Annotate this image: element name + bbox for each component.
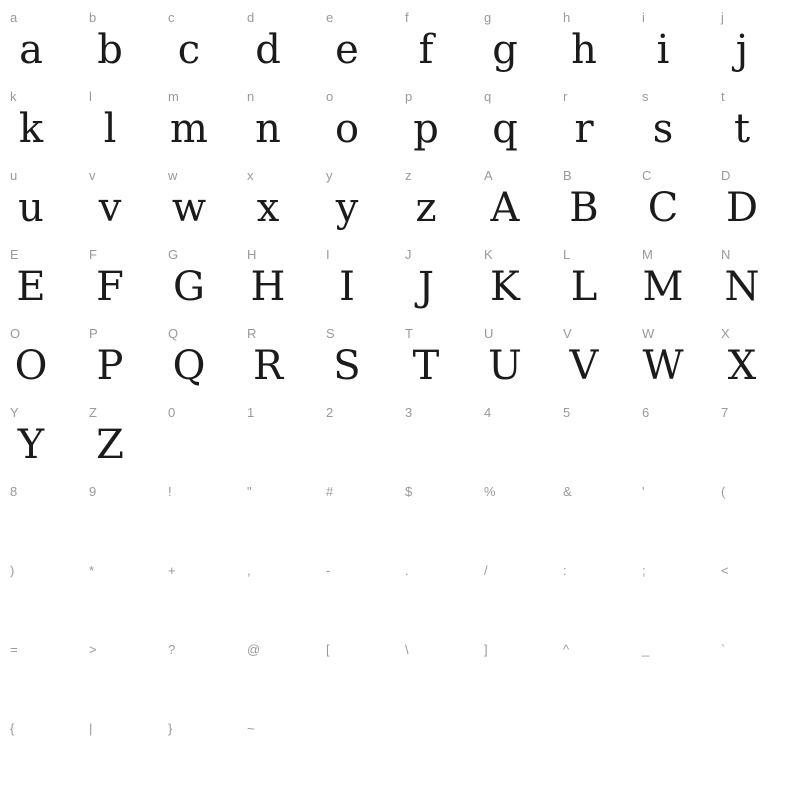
glyph-cell-label: ] (484, 642, 488, 657)
glyph-cell-label: L (563, 247, 571, 262)
glyph-cell-label: R (247, 326, 257, 341)
glyph-cell-label: d (247, 10, 255, 25)
glyph-cell[interactable] (482, 85, 561, 164)
glyph-cell-label: e (326, 10, 334, 25)
glyph-cell-character: W (642, 343, 684, 389)
glyph-cell[interactable] (719, 243, 798, 322)
glyph-cell-character: R (252, 343, 284, 389)
glyph-cell-label: v (89, 168, 96, 183)
glyph-cell-character: I (339, 264, 355, 310)
glyph-cell-character: Z (96, 422, 124, 468)
glyph-cell-label: 2 (326, 405, 334, 420)
glyph-cell[interactable] (719, 322, 798, 401)
glyph-cell[interactable] (245, 401, 324, 480)
glyph-cell-character: H (250, 264, 286, 310)
glyph-cell-label: M (642, 247, 653, 262)
glyph-cell[interactable] (482, 480, 561, 559)
glyph-cell-character: C (647, 185, 679, 231)
glyph-cell-label: T (405, 326, 413, 341)
glyph-cell-character: r (574, 106, 594, 152)
glyph-cell[interactable] (8, 164, 87, 243)
glyph-cell-label: Q (168, 326, 179, 341)
glyph-cell[interactable] (482, 243, 561, 322)
glyph-cell[interactable] (561, 480, 640, 559)
glyph-cell[interactable] (87, 243, 166, 322)
glyph-cell-character: N (724, 264, 760, 310)
glyph-cell-label: / (484, 563, 488, 578)
glyph-cell-character: S (333, 343, 361, 389)
glyph-cell[interactable] (403, 6, 482, 85)
glyph-cell[interactable] (719, 559, 798, 638)
glyph-cell[interactable] (245, 717, 324, 796)
glyph-cell[interactable] (245, 164, 324, 243)
glyph-cell-character: p (413, 106, 439, 152)
glyph-cell[interactable] (403, 401, 482, 480)
glyph-cell[interactable] (482, 6, 561, 85)
glyph-cell-label: [ (326, 642, 330, 657)
glyph-cell[interactable] (166, 401, 245, 480)
glyph-cell-label: A (484, 168, 493, 183)
glyph-cell-character: w (171, 185, 207, 231)
glyph-cell-label: 9 (89, 484, 97, 499)
glyph-cell-character: j (735, 27, 749, 73)
glyph-cell-label: " (247, 484, 252, 499)
glyph-cell-label: 8 (10, 484, 18, 499)
glyph-cell[interactable] (166, 480, 245, 559)
glyph-cell[interactable] (8, 638, 87, 717)
glyph-cell-label: J (405, 247, 412, 262)
glyph-cell[interactable] (719, 85, 798, 164)
glyph-cell-character: m (170, 106, 208, 152)
glyph-cell-label: i (642, 10, 645, 25)
glyph-cell-label: P (89, 326, 98, 341)
glyph-cell-label: 5 (563, 405, 571, 420)
glyph-cell-label: ` (721, 642, 726, 657)
glyph-cell-label: C (642, 168, 652, 183)
glyph-cell[interactable] (324, 6, 403, 85)
glyph-cell[interactable] (324, 322, 403, 401)
glyph-cell-character: t (733, 106, 751, 152)
glyph-cell-label: n (247, 89, 255, 104)
glyph-cell[interactable] (245, 322, 324, 401)
glyph-cell-character: A (490, 185, 520, 231)
glyph-cell[interactable] (245, 6, 324, 85)
glyph-cell[interactable] (324, 717, 403, 796)
glyph-cell-label: { (10, 721, 15, 736)
glyph-cell-label: % (484, 484, 496, 499)
glyph-cell[interactable] (166, 717, 245, 796)
glyph-cell-character: i (656, 27, 670, 73)
glyph-cell[interactable] (640, 85, 719, 164)
glyph-cell[interactable] (482, 717, 561, 796)
glyph-cell-character: b (97, 27, 123, 73)
glyph-cell-label: x (247, 168, 254, 183)
glyph-cell-character: Y (17, 422, 45, 468)
glyph-cell-label: ; (642, 563, 646, 578)
glyph-cell[interactable] (561, 717, 640, 796)
glyph-cell-label: 1 (247, 405, 255, 420)
glyph-cell[interactable] (640, 480, 719, 559)
glyph-cell[interactable] (403, 243, 482, 322)
glyph-cell-label: < (721, 563, 729, 578)
glyph-cell[interactable] (719, 638, 798, 717)
glyph-cell-label: l (89, 89, 92, 104)
glyph-cell[interactable] (324, 638, 403, 717)
glyph-cell-label: Z (89, 405, 97, 420)
glyph-cell-character: P (96, 343, 124, 389)
glyph-cell-label: ~ (247, 721, 255, 736)
glyph-cell[interactable] (245, 85, 324, 164)
glyph-cell[interactable] (324, 480, 403, 559)
glyph-cell-label: : (563, 563, 567, 578)
glyph-cell-label: s (642, 89, 649, 104)
glyph-cell-label: ! (168, 484, 172, 499)
glyph-cell[interactable] (87, 164, 166, 243)
glyph-cell-character: l (103, 106, 117, 152)
glyph-cell[interactable] (719, 480, 798, 559)
glyph-cell[interactable] (482, 638, 561, 717)
glyph-cell[interactable] (87, 322, 166, 401)
glyph-cell[interactable] (245, 638, 324, 717)
glyph-cell[interactable] (324, 559, 403, 638)
glyph-cell[interactable] (561, 559, 640, 638)
glyph-cell-character: E (16, 264, 46, 310)
glyph-cell-label: y (326, 168, 333, 183)
glyph-cell[interactable] (87, 559, 166, 638)
glyph-cell[interactable] (8, 559, 87, 638)
glyph-cell[interactable] (403, 717, 482, 796)
glyph-cell-label: k (10, 89, 17, 104)
glyph-cell-label: O (10, 326, 21, 341)
glyph-cell[interactable] (166, 164, 245, 243)
glyph-cell[interactable] (324, 85, 403, 164)
glyph-cell-character: O (14, 343, 48, 389)
glyph-cell-label: # (326, 484, 334, 499)
glyph-cell[interactable] (8, 717, 87, 796)
glyph-cell-label: h (563, 10, 571, 25)
glyph-cell-character: f (418, 27, 434, 73)
glyph-cell[interactable] (87, 401, 166, 480)
glyph-cell-character: u (18, 185, 44, 231)
glyph-cell[interactable] (8, 322, 87, 401)
glyph-cell[interactable] (245, 480, 324, 559)
glyph-cell-label: g (484, 10, 492, 25)
glyph-cell-character: o (334, 106, 360, 152)
glyph-cell[interactable] (8, 85, 87, 164)
glyph-cell-character: d (255, 27, 281, 73)
glyph-cell-character: D (725, 185, 759, 231)
glyph-cell[interactable] (482, 401, 561, 480)
glyph-cell-label: U (484, 326, 494, 341)
glyph-cell-label: B (563, 168, 572, 183)
glyph-cell[interactable] (640, 6, 719, 85)
glyph-cell-label: u (10, 168, 18, 183)
glyph-cell-label: _ (642, 642, 650, 657)
glyph-cell-label: * (89, 563, 95, 578)
glyph-cell-label: . (405, 563, 409, 578)
glyph-cell-character: F (96, 264, 124, 310)
glyph-cell-character: V (569, 343, 599, 389)
glyph-cell-label: , (247, 563, 251, 578)
glyph-cell[interactable] (640, 638, 719, 717)
glyph-cell-label: F (89, 247, 97, 262)
glyph-cell-label: 3 (405, 405, 413, 420)
glyph-cell-label: | (89, 721, 93, 736)
glyph-cell-character: Q (172, 343, 206, 389)
glyph-cell[interactable] (8, 401, 87, 480)
glyph-cell-label: 6 (642, 405, 650, 420)
glyph-cell-label: t (721, 89, 725, 104)
glyph-cell-label: S (326, 326, 335, 341)
glyph-cell-label: N (721, 247, 731, 262)
glyph-cell-label: ^ (563, 642, 570, 657)
glyph-cell[interactable] (561, 164, 640, 243)
glyph-cell[interactable] (87, 638, 166, 717)
glyph-cell-character: L (570, 264, 598, 310)
glyph-cell[interactable] (324, 164, 403, 243)
glyph-cell-character: B (569, 185, 599, 231)
glyph-cell[interactable] (245, 559, 324, 638)
glyph-cell[interactable] (403, 322, 482, 401)
glyph-cell[interactable] (640, 401, 719, 480)
glyph-cell-character: y (335, 185, 359, 231)
glyph-cell[interactable] (640, 717, 719, 796)
glyph-cell-label: @ (247, 642, 261, 657)
glyph-cell[interactable] (561, 243, 640, 322)
glyph-cell-label: m (168, 89, 179, 104)
glyph-cell-label: b (89, 10, 97, 25)
glyph-cell-label: = (10, 642, 18, 657)
glyph-cell-character: G (173, 264, 205, 310)
glyph-cell[interactable] (561, 6, 640, 85)
glyph-cell[interactable] (640, 243, 719, 322)
glyph-cell-label: a (10, 10, 18, 25)
glyph-cell-character: s (652, 106, 674, 152)
glyph-cell-label: ) (10, 563, 15, 578)
glyph-cell[interactable] (166, 243, 245, 322)
glyph-cell-label: D (721, 168, 731, 183)
glyph-cell-label: r (563, 89, 568, 104)
glyph-cell-character: J (417, 264, 435, 310)
glyph-cell[interactable] (324, 401, 403, 480)
glyph-cell-label: E (10, 247, 19, 262)
glyph-cell[interactable] (719, 6, 798, 85)
glyph-cell-character: e (335, 27, 359, 73)
glyph-cell-label: V (563, 326, 572, 341)
glyph-cell[interactable] (87, 717, 166, 796)
glyph-cell-character: h (571, 27, 597, 73)
glyph-cell-label: ( (721, 484, 726, 499)
glyph-cell[interactable] (640, 559, 719, 638)
glyph-cell-label: w (168, 168, 178, 183)
glyph-cell[interactable] (561, 401, 640, 480)
glyph-cell[interactable] (561, 85, 640, 164)
glyph-cell[interactable] (640, 322, 719, 401)
glyph-cell[interactable] (403, 480, 482, 559)
glyph-cell-label: & (563, 484, 572, 499)
glyph-cell[interactable] (245, 243, 324, 322)
glyph-cell[interactable] (166, 85, 245, 164)
glyph-cell[interactable] (719, 401, 798, 480)
glyph-cell-character: M (642, 264, 684, 310)
glyph-cell[interactable] (8, 480, 87, 559)
glyph-cell-label: - (326, 563, 331, 578)
glyph-cell[interactable] (561, 322, 640, 401)
glyph-cell-character: g (492, 27, 518, 73)
glyph-cell-character: U (488, 343, 522, 389)
glyph-cell-character: T (412, 343, 440, 389)
glyph-cell-label: G (168, 247, 179, 262)
glyph-cell[interactable] (482, 164, 561, 243)
glyph-cell[interactable] (719, 164, 798, 243)
glyph-cell-label: $ (405, 484, 413, 499)
glyph-cell-label: o (326, 89, 334, 104)
glyph-cell-label: z (405, 168, 412, 183)
glyph-cell[interactable] (87, 85, 166, 164)
glyph-cell[interactable] (166, 6, 245, 85)
glyph-cell[interactable] (166, 559, 245, 638)
glyph-cell-label: Y (10, 405, 19, 420)
glyph-cell-label: ' (642, 484, 645, 499)
glyph-cell-label: X (721, 326, 730, 341)
glyph-cell[interactable] (403, 638, 482, 717)
glyph-cell[interactable] (640, 164, 719, 243)
glyph-cell-label: j (721, 10, 724, 25)
glyph-cell-character: v (98, 185, 122, 231)
glyph-cell[interactable] (561, 638, 640, 717)
glyph-cell-label: p (405, 89, 413, 104)
glyph-cell-label: c (168, 10, 175, 25)
glyph-cell[interactable] (166, 638, 245, 717)
glyph-cell-character: q (492, 106, 518, 152)
glyph-cell-label: 4 (484, 405, 492, 420)
glyph-cell-label: 0 (168, 405, 176, 420)
glyph-cell-character: X (727, 343, 757, 389)
glyph-cell-label: W (642, 326, 655, 341)
glyph-cell[interactable] (324, 243, 403, 322)
glyph-cell-character: n (255, 106, 281, 152)
glyph-cell-label: q (484, 89, 492, 104)
glyph-cell[interactable] (403, 85, 482, 164)
glyph-cell-label: } (168, 721, 173, 736)
glyph-cell[interactable] (8, 6, 87, 85)
glyph-cell[interactable] (482, 559, 561, 638)
glyph-cell-label: K (484, 247, 493, 262)
glyph-cell-character: z (415, 185, 437, 231)
glyph-cell-label: \ (405, 642, 409, 657)
glyph-cell[interactable] (87, 480, 166, 559)
glyph-cell[interactable] (403, 164, 482, 243)
glyph-cell[interactable] (166, 322, 245, 401)
glyph-cell-label: ? (168, 642, 176, 657)
glyph-cell-character: x (256, 185, 280, 231)
glyph-cell[interactable] (403, 559, 482, 638)
glyph-cell-label: f (405, 10, 409, 25)
glyph-cell[interactable] (8, 243, 87, 322)
glyph-cell[interactable] (87, 6, 166, 85)
glyph-cell-character: k (18, 106, 44, 152)
glyph-cell-label: H (247, 247, 257, 262)
glyph-cell-character: K (490, 264, 520, 310)
glyph-cell-label: + (168, 563, 176, 578)
glyph-cell[interactable] (482, 322, 561, 401)
glyph-cell-label: I (326, 247, 330, 262)
glyph-cell-character: a (19, 27, 43, 73)
glyph-cell-label: 7 (721, 405, 729, 420)
glyph-cell-label: > (89, 642, 97, 657)
glyph-cell-character: c (177, 27, 201, 73)
glyph-cell[interactable] (719, 717, 798, 796)
